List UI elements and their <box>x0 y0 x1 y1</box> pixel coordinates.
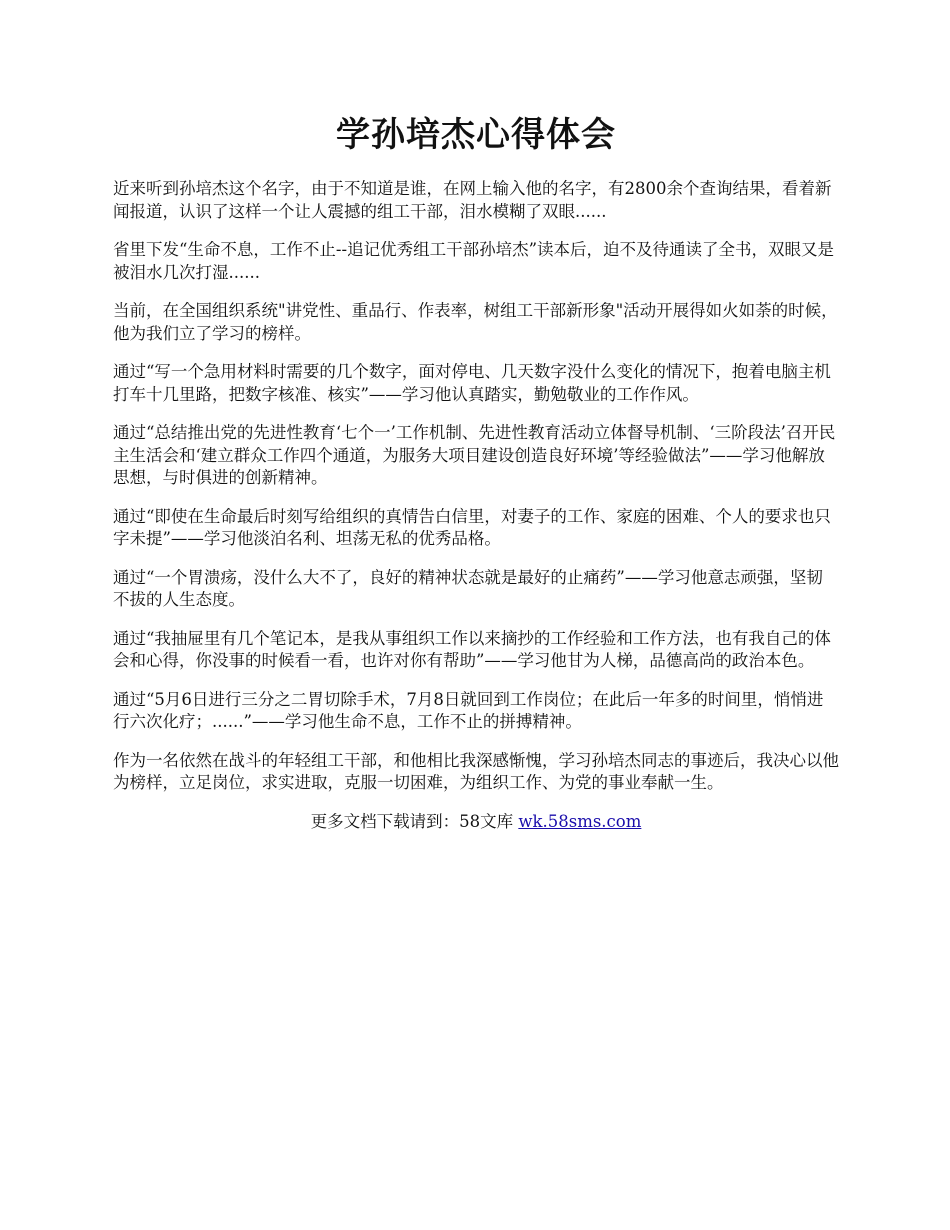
paragraph-2: 省里下发“生命不息，工作不止--追记优秀组工干部孙培杰”读本后，迫不及待通读了全书，双眼又是被泪水几次打湿...... <box>113 240 835 282</box>
paragraph-3: 当前，在全国组织系统"讲党性、重品行、作表率，树组工干部新形象"活动开展得如火如荼的时候，他为我们立了学习的榜样。 <box>113 301 838 343</box>
paragraph-8: 通过“我抽屉里有几个笔记本，是我从事组织工作以来摘抄的工作经验和工作方法，也有我自己的体会和心得，你没事的时候看一看，也许对你有帮助”——学习他甘为人梯，品德高尚的政治本色。 <box>113 628 831 670</box>
paragraph-7: 通过“一个胃溃疡，没什么大不了，良好的精神状态就是最好的止痛药”——学习他意志顽强，坚韧不拔的人生态度。 <box>113 567 823 609</box>
footer-text: 更多文档下载请到：58文库 <box>310 811 519 831</box>
document-page <box>113 110 839 833</box>
paragraph-5: 通过“总结推出党的先进性教育‘七个一’工作机制、先进性教育活动立体督导机制、‘三阶段法’召开民主生活会和‘建立群众工作四个通道，为服务大项目建设创造良好环境’等经验做法”——学习他解放思想，与时俱进的创新精神。 <box>113 423 836 487</box>
paragraph-10: 作为一名依然在战斗的年轻组工干部，和他相比我深感惭愧，学习孙培杰同志的事迹后，我决心以他为榜样，立足岗位，求实进取，克服一切困难，为组织工作、为党的事业奉献一生。 <box>113 750 839 792</box>
paragraph-9: 通过“5月6日进行三分之二胃切除手术，7月8日就回到工作岗位；在此后一年多的时间里，悄悄进行六次化疗；......”——学习他生命不息，工作不止的拼搏精神。 <box>113 689 824 731</box>
paragraph-1: 近来听到孙培杰这个名字，由于不知道是谁，在网上输入他的名字，有2800余个查询结果，看着新闻报道，认识了这样一个让人震撼的组工干部，泪水模糊了双眼...... <box>113 179 832 221</box>
footer-link[interactable]: wk.58sms.com <box>518 811 642 831</box>
download-footer <box>113 811 839 833</box>
paragraph-4: 通过“写一个急用材料时需要的几个数字，面对停电、几天数字没什么变化的情况下，抱着电脑主机打车十几里路，把数字核准、核实”——学习他认真踏实，勤勉敬业的工作作风。 <box>113 362 831 404</box>
document-title: 学孙培杰心得体会 <box>336 115 616 155</box>
paragraph-6: 通过“即使在生命最后时刻写给组织的真情告白信里，对妻子的工作、家庭的困难、个人的要求也只字未提”——学习他淡泊名利、坦荡无私的优秀品格。 <box>113 506 831 548</box>
